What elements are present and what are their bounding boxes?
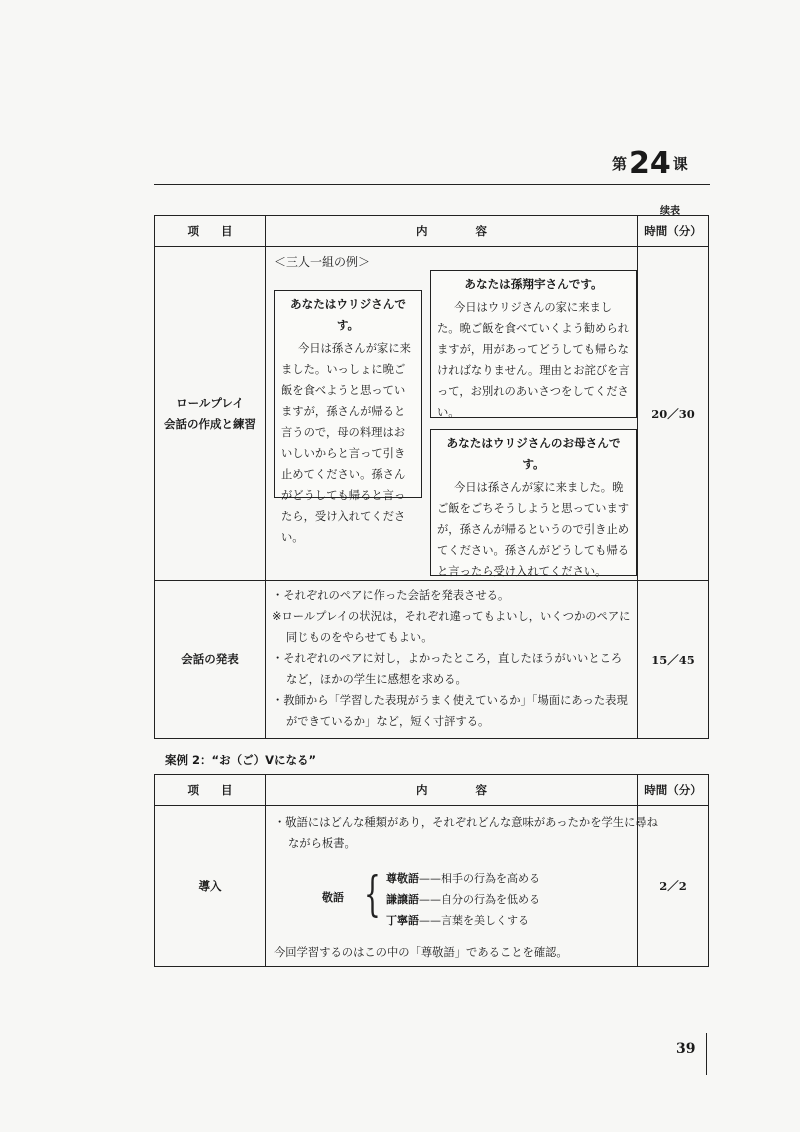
intro-text: ・敬語にはどんな種類があり，それぞれどんな意味があったかを学生に尋ねながら板書。 [274,816,658,850]
item-presentation: 会話の発表 [155,581,266,739]
list-item: 尊敬語——相手の行為を高める [386,872,540,885]
time-introduction: 2／2 [638,806,709,967]
content-presentation [266,581,638,739]
header-item: 项目 [155,775,266,806]
item-introduction: 導入 [155,806,266,967]
table-row [155,806,709,967]
table-row [155,581,709,739]
content-roleplay [266,247,638,581]
table2-header-row [155,775,709,806]
brace-icon: { [364,866,381,922]
intro-conclusion: 今回学習するのはこの中の「尊敬語」であることを確認。 [274,946,568,959]
list-item: 謙譲語——自分の行為を低める [386,893,540,906]
keigo-list [386,868,540,931]
lesson-table-2 [154,774,709,967]
bullet-item: ・それぞれのペアに作った会話を発表させる。 [272,589,510,602]
lesson-table-1 [154,215,709,739]
list-item: 丁寧語——言葉を美しくする [386,914,529,927]
role-card-mother: あなたはウリジさんのお母さんです。 今日は孫さんが家に来ました。晩ご飯をごちそうしようと思っていますが，孫さんが帰るというので引き止めてください。孫さんがどうしても帰ると言ったら受け入れてください。 [430,429,637,576]
keigo-label: 敬語 [322,891,344,904]
chapter-prefix: 第 [612,155,628,173]
bullet-item: ・それぞれのペアに対し，よかったところ，直したほうがいいところなど，ほかの学生に感想を求める。 [272,652,623,686]
content-introduction [266,806,658,967]
table-row [155,247,709,581]
chapter-number: 24 [629,146,671,181]
item-roleplay: ロールプレイ 会話の作成と練習 [155,247,266,581]
header-item: 项目 [155,216,266,247]
header-content: 内容 [266,775,638,806]
header-time: 時間（分） [638,775,709,806]
table1-header-row [155,216,709,247]
case2-caption: 案例 2：“お（ご）Vになる” [165,753,317,767]
time-presentation: 15／45 [638,581,709,739]
page-number-rule [706,1033,707,1075]
bullet-item: ・教師から「学習した表現がうまく使えているか」「場面にあった表現ができているか」など，短く寸評する。 [272,694,628,728]
chapter-suffix: 课 [672,155,688,173]
header-content: 内容 [266,216,638,247]
header-time: 時間（分） [638,216,709,247]
header-rule [154,184,710,185]
continuation-label: 续表 [660,206,680,217]
chapter-heading [612,146,688,181]
example-title: ＜三人一組の例＞ [274,255,371,269]
page-number: 39 [676,1041,696,1057]
bullet-item: ※ロールプレイの状況は，それぞれ違ってもよいし，いくつかのペアに同じものをやらせてもよい。 [272,610,631,644]
role-card-sun: あなたは孫翔宇さんです。 今日はウリジさんの家に来ました。晩ご飯を食べていくよう勧められますが，用があってどうしても帰らなければなりません。理由とお詫びを言って，お別れのあいさつをしてください。 [430,270,637,418]
time-roleplay: 20／30 [638,247,709,581]
role-card-urizi: あなたはウリジさんです。 今日は孫さんが家に来ました。いっしょに晩ご飯を食べようと思っていますが，孫さんが帰ると言うので，母の料理はおいしいからと言って引き止めてください。孫さんがどうしても帰ると言ったら，受け入れてください。 [274,290,422,498]
